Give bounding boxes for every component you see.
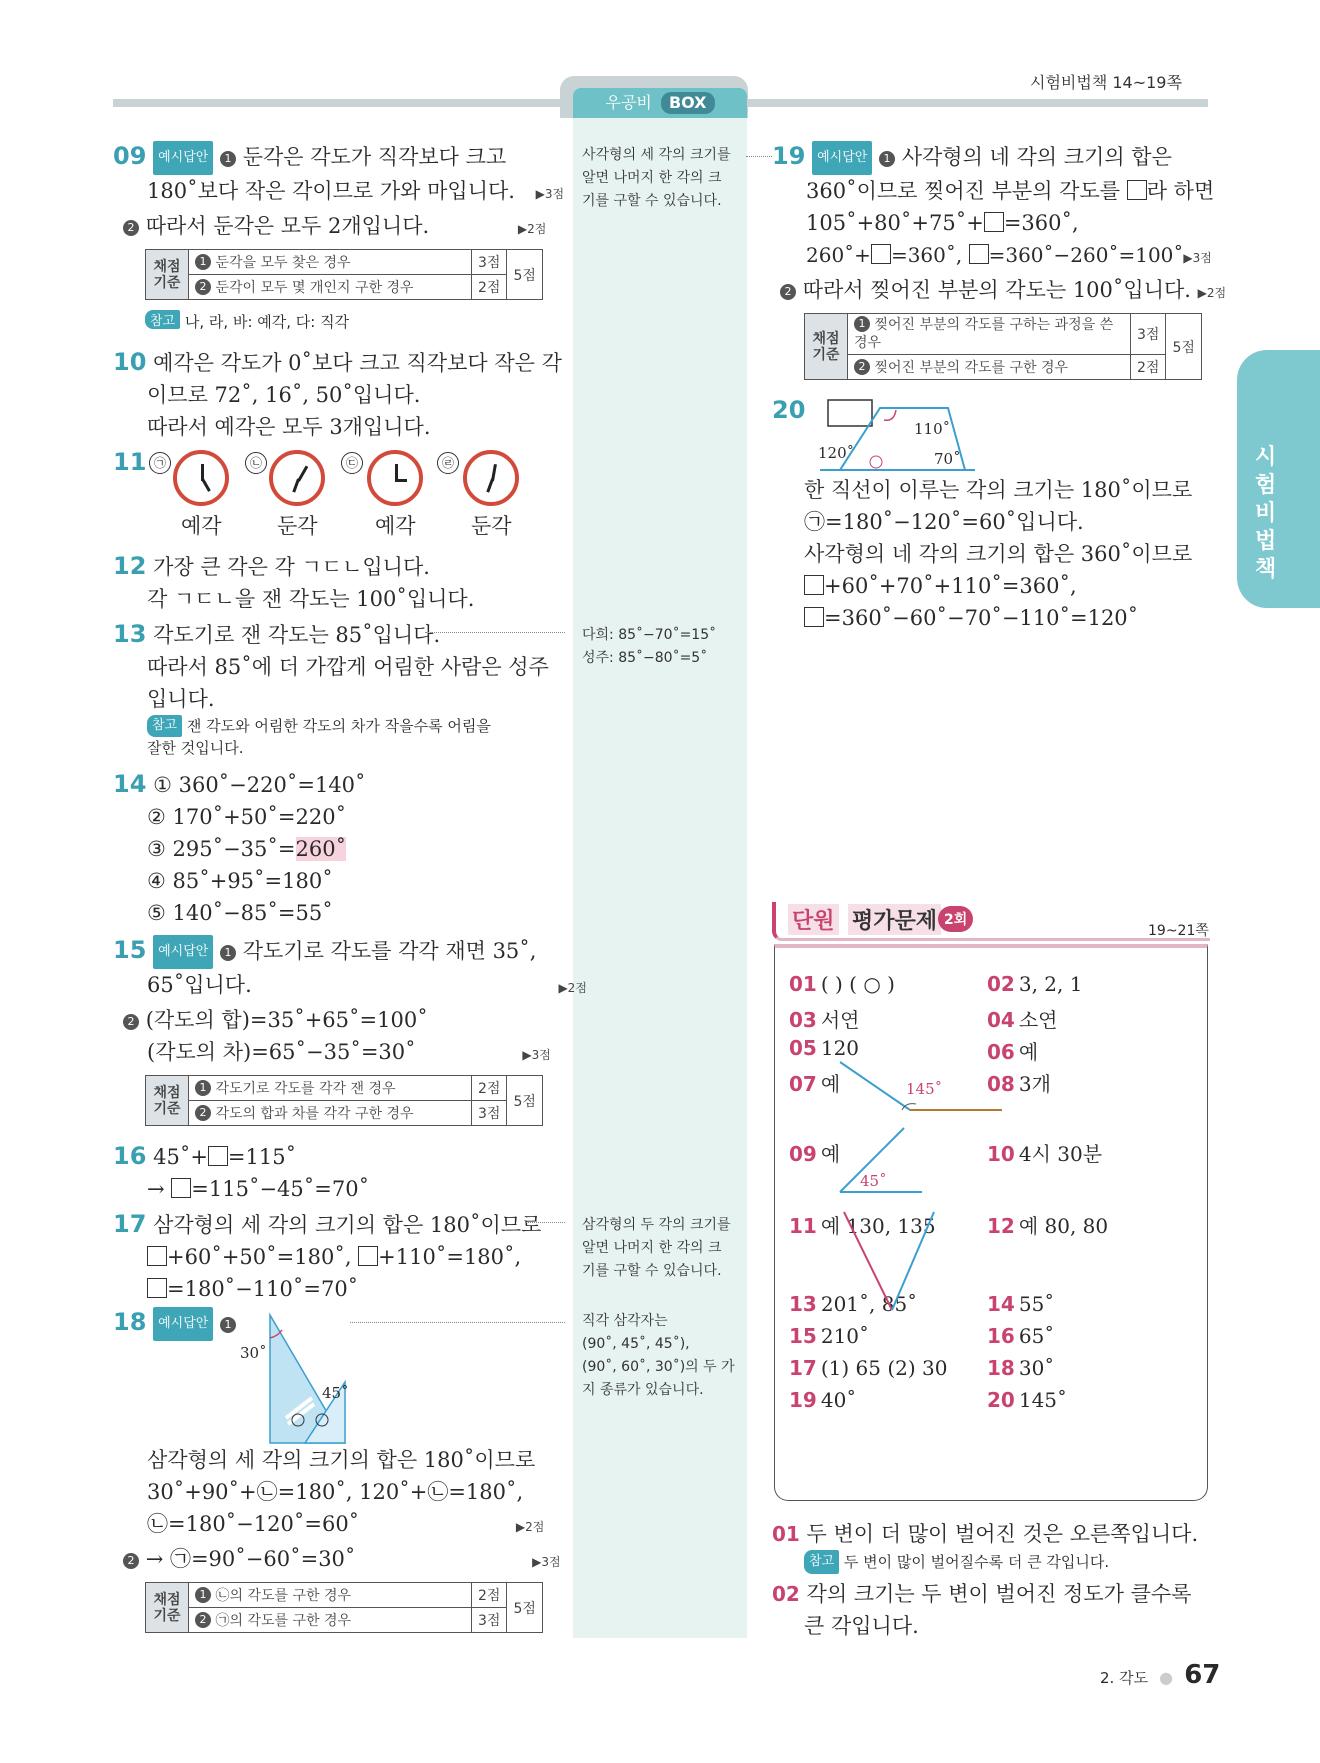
leader-line [425, 632, 565, 633]
unit-answer [789, 1138, 840, 1167]
points: ▶2점 [517, 222, 547, 236]
q18-criteria: 채점 기준 1 ㉡의 각도를 구한 경우 2점 5점 2 ㉠의 각도를 구한 경우 3점 [145, 1582, 543, 1633]
q20-angle-120: 120˚ [818, 444, 855, 462]
note-badge: 참고 [145, 310, 180, 329]
q10: 10 예각은 각도가 0˚보다 크고 직각보다 작은 각 이므로 72˚, 16˚, 50˚입니다. 따라서 예각은 모두 3개입니다. [113, 346, 563, 443]
unit-answer [789, 972, 895, 996]
unit-answer-number: 04 [987, 1008, 1015, 1032]
unit-answer-value: 예 [1018, 1040, 1039, 1064]
unit-answer [789, 1356, 947, 1380]
unit-answer [987, 1388, 1067, 1412]
box-note-18: 직각 삼각자는 (90˚, 45˚, 45˚), (90˚, 60˚, 30˚)의 두 가 지 종류가 있습니다. [582, 1313, 735, 1398]
unit-answer-number: 14 [987, 1292, 1015, 1316]
q11-label: 둔각 [471, 514, 512, 538]
blank-box [208, 1146, 228, 1166]
clock-face-3 [367, 450, 423, 506]
q13: 13 각도기로 잰 각도는 85˚입니다. 따라서 85˚에 더 가깝게 어림한 사람은 성주 입니다. 참고 잰 각도와 어림한 각도의 차가 작을수록 어림을 잘한 것입니다. [113, 620, 549, 757]
clock-face-1 [173, 450, 229, 506]
footer: 2. 각도 ● 67 [1100, 1660, 1221, 1690]
q09-line1: 둔각은 각도가 직각보다 크고 [242, 145, 507, 169]
unit-answer-number: 17 [789, 1356, 817, 1380]
side-tab-char: 비 [1255, 501, 1277, 526]
unit-answer-value: 예 80, 80 [1018, 1214, 1109, 1238]
example-answer-badge: 예시답안 [153, 141, 213, 175]
leader-line [350, 1322, 565, 1323]
unit-answer-number: 07 [789, 1072, 817, 1096]
unit-answer [987, 1356, 1054, 1380]
unit-answer-value: ( ) ( ○ ) [820, 972, 895, 996]
q18: 18 예시답안 1 [113, 1306, 553, 1341]
points: ▶3점 [535, 187, 565, 201]
unit-answer-value: 40˚ [820, 1388, 857, 1412]
unit-answer-number: 09 [789, 1142, 817, 1166]
unit-answer-number: 01 [789, 972, 817, 996]
q18-angle-45: 45˚ [322, 1384, 349, 1402]
unit-answer-value: (1) 65 (2) 30 [820, 1356, 948, 1380]
unit-answer-number: 12 [987, 1214, 1015, 1238]
highlighted-answer: 260˚ [295, 837, 347, 861]
box-badge: BOX [661, 92, 715, 114]
unit-exp: 01 두 변이 더 많이 벌어진 것은 오른쪽입니다. 참고 두 변이 많이 벌어질수록 더 큰 각입니다. 02 각의 크기는 두 변이 벌어진 정도가 클수록 큰 각입니다. [772, 1522, 1199, 1638]
unit-answer [987, 1138, 1102, 1167]
unit-answer-value: 예 [820, 1072, 841, 1096]
unit-answer-number: 16 [987, 1324, 1015, 1348]
unit-answer-number: 11 [789, 1214, 817, 1238]
unit-answer [987, 972, 1082, 996]
unit-answer [789, 1036, 859, 1060]
clock-face-2 [269, 450, 325, 506]
unit-answer [987, 1324, 1054, 1348]
unit-answer-value: 30˚ [1018, 1356, 1055, 1380]
q11: 11 ㉠ ㉡ ㉢ ㉣ 예각 둔각 예각 둔각 [113, 448, 563, 538]
angle-09-figure [840, 1208, 940, 1314]
box-column [573, 118, 747, 1638]
clock-face-4 [463, 450, 519, 506]
q20-angle-70: 70˚ [934, 450, 961, 468]
unit-answer-number: 03 [789, 1008, 817, 1032]
step-1-icon: 1 [220, 151, 236, 167]
unit-answer-number: 20 [987, 1388, 1015, 1412]
q09-line2: 180˚보다 작은 각이므로 가와 마입니다. [147, 179, 515, 203]
unit-answer-value: 서연 [820, 1008, 860, 1032]
unit-header: 단원 평가문제 2회 [772, 902, 1210, 941]
unit-answer-value: 4시 30분 [1018, 1142, 1103, 1166]
q11-label: 둔각 [277, 514, 318, 538]
unit-answer-value: 210˚ [820, 1324, 870, 1348]
unit-answer-value: 145˚ [1018, 1388, 1068, 1412]
q19-criteria: 채점 기준 1 찢어진 부분의 각도를 구하는 과정을 쓴 경우 3점 5점 2 찢어진 부분의 각도를 구한 경우 2점 [804, 313, 1202, 380]
unit-answer [789, 1068, 840, 1097]
leader-line [525, 1222, 565, 1223]
q20-number: 20 [772, 396, 806, 424]
q18-angle-30: 30˚ [240, 1344, 267, 1362]
box-note-19: 사각형의 세 각의 크기를 알면 나머지 한 각의 크 기를 구할 수 있습니다. [582, 147, 731, 209]
q10-line1: 예각은 각도가 0˚보다 크고 직각보다 작은 각 [153, 351, 562, 375]
q20-angle-110: 110˚ [914, 420, 951, 438]
side-tab-char: 책 [1255, 557, 1277, 582]
q11-label: 예각 [181, 514, 222, 538]
unit-answer-number: 06 [987, 1040, 1015, 1064]
q14: 14 ① 360˚−220˚=140˚ ② 170˚+50˚=220˚ ③ 295˚−35˚=260˚ ④ 85˚+95˚=180˚ ⑤ 140˚−85˚=55˚ [113, 770, 366, 925]
unit-answer-number: 05 [789, 1036, 817, 1060]
header-ref: 시험비법책 14~19쪽 [1030, 73, 1182, 92]
q15: 15 예시답안 1 각도기로 각도를 각각 재면 35˚, 65˚입니다. ▶2점 2 (각도의 합)=35˚+65˚=100˚ (각도의 차)=65˚−35˚=30˚ ▶3점 채점 기준 1 각도기로 각도를 각각 잰 경우 2점 5점 2 각도의 합과 차를 각각 구한 경우 3점 [113, 934, 553, 1126]
unit-answer-number: 18 [987, 1356, 1015, 1380]
unit-answer [987, 1004, 1057, 1033]
q20-body: 한 직선이 이루는 각의 크기는 180˚이므로 ㉠=180˚−120˚=60˚입니다. 사각형의 네 각의 크기의 합은 360˚이므로 +60˚+70˚+110˚=360˚, =360˚−60˚−70˚−110˚=120˚ [804, 478, 1193, 630]
unit-pages: 19~21쪽 [1148, 923, 1209, 939]
q09-note: 나, 라, 바: 예각, 다: 직각 [184, 313, 350, 331]
q09-criteria: 채점 기준 1 둔각을 모두 찾은 경우 3점 5점 2 둔각이 모두 몇 개인지 구한 경우 2점 [145, 249, 543, 300]
set-square-figure [230, 1310, 360, 1450]
unit-answer [789, 1324, 869, 1348]
page-number: 67 [1184, 1660, 1221, 1690]
q10-line3: 따라서 예각은 모두 3개입니다. [147, 415, 431, 439]
unit-answer-number: 08 [987, 1072, 1015, 1096]
unit-answer-value: 소연 [1018, 1008, 1058, 1032]
q18-body: 삼각형의 세 각의 크기의 합은 180˚이므로 30˚+90˚+㉡=180˚, 120˚+㉡=180˚, ㉡=180˚−120˚=60˚ ▶2점 2 → ㉠=90˚−60˚=30˚ ▶3점 채점 기준 1 ㉡의 각도를 구한 경우 2점 5점 2 ㉠의 각도를 구한 경우 3점 [113, 1444, 553, 1633]
unit-answer-value: 예 130, 135 [820, 1214, 936, 1238]
q09-number: 09 [113, 142, 147, 170]
unit-answer [987, 1292, 1054, 1316]
unit-answer-value: 3, 2, 1 [1018, 972, 1083, 996]
side-tab [1237, 350, 1320, 608]
unit-answer-value: 120 [820, 1036, 860, 1060]
q10-line2: 이므로 72˚, 16˚, 50˚입니다. [147, 383, 421, 407]
box-title: 우공비 BOX [573, 88, 747, 118]
q09 [113, 140, 565, 332]
unit-answer-value: 55˚ [1018, 1292, 1055, 1316]
q11-label: 예각 [375, 514, 416, 538]
unit-answer-value: 3개 [1018, 1072, 1051, 1096]
angle-label-145: 145˚ [906, 1080, 943, 1098]
unit-answer-number: 10 [987, 1142, 1015, 1166]
unit-answer-number: 02 [987, 972, 1015, 996]
q20-figure [800, 396, 1000, 476]
box-note-17: 삼각형의 두 각의 크기를 알면 나머지 한 각의 크 기를 구할 수 있습니다. [582, 1217, 731, 1279]
unit-answer [987, 1210, 1108, 1239]
unit-answer-number: 15 [789, 1324, 817, 1348]
unit-answer-value: 예 [820, 1142, 841, 1166]
q17: 17 삼각형의 세 각의 크기의 합은 180˚이므로 +60˚+50˚=180˚, +110˚=180˚, =180˚−110˚=70˚ [113, 1210, 542, 1301]
angle-label-45: 45˚ [860, 1172, 887, 1190]
unit-answer-number: 19 [789, 1388, 817, 1412]
unit-answer [789, 1388, 856, 1412]
side-tab-char: 시 [1255, 445, 1277, 470]
q19: 19 예시답안 1 사각형의 네 각의 크기의 합은 360˚이므로 찢어진 부분의 각도를 라 하면 105˚+80˚+75˚+ =360˚, 260˚+ =360˚, =360˚−260˚=100˚▶3점 2 따라서 찢어진 부분의 각도는 100˚입니다. ▶2점 채점 기준 1 찢어진 부분의 각도를 구하는 과정을 쓴 경우 3점 5점 2 찢어진 부분의 각도를 구한 경우 2점 [772, 140, 1232, 380]
step-2-icon: 2 [123, 220, 139, 236]
leader-line [746, 156, 772, 157]
unit-answer-number: 13 [789, 1292, 817, 1316]
q15-criteria: 채점 기준 1 각도기로 각도를 각각 잰 경우 2점 5점 2 각도의 합과 차를 각각 구한 경우 3점 [145, 1075, 543, 1126]
box-note-13: 다희: 85˚−70˚=15˚ 성주: 85˚−80˚=5˚ [582, 627, 717, 666]
side-tab-char: 험 [1255, 473, 1277, 498]
unit-answer [789, 1004, 859, 1033]
side-tab-char: 법 [1255, 529, 1277, 554]
q16: 16 45˚+ =115˚ → =115˚−45˚=70˚ [113, 1142, 370, 1201]
unit-answer-value: 201˚, 85˚ [820, 1292, 918, 1316]
q09-line3: 따라서 둔각은 모두 2개입니다. [145, 214, 430, 238]
q12: 12 가장 큰 각은 각 ㄱㄷㄴ입니다. 각 ㄱㄷㄴ을 잰 각도는 100˚입니다. [113, 552, 475, 611]
unit-answer-value: 65˚ [1018, 1324, 1055, 1348]
